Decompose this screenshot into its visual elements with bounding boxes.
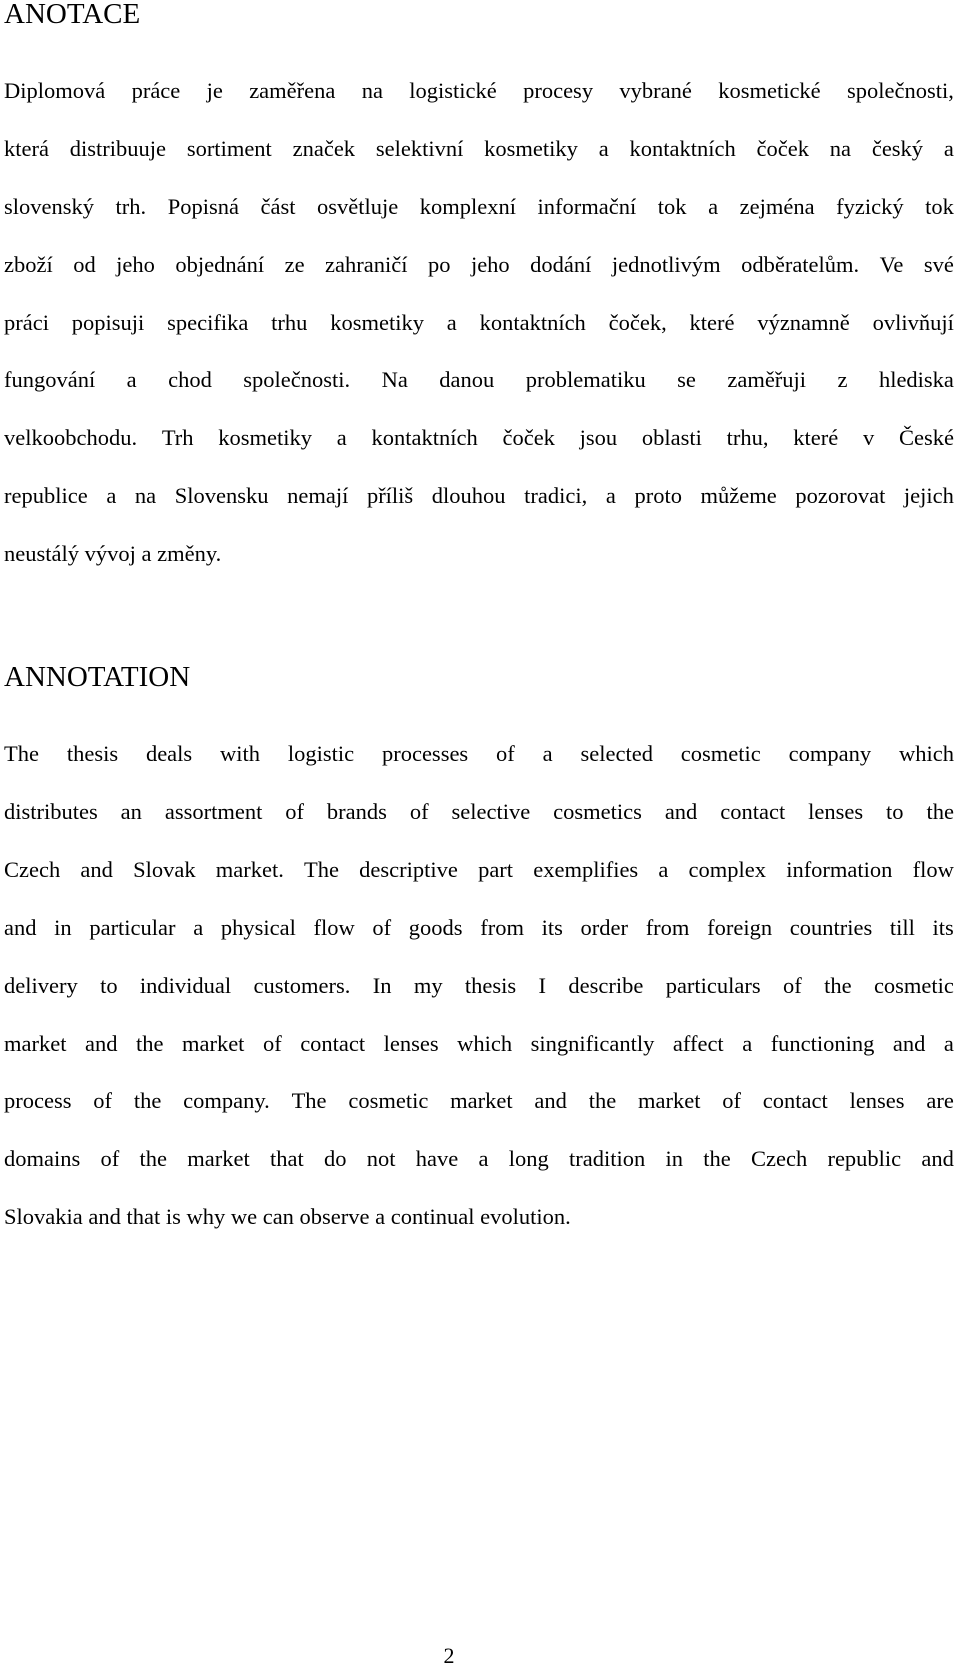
english-line bbox=[4, 801, 954, 824]
word: z bbox=[837, 367, 848, 392]
word: have bbox=[415, 1146, 459, 1171]
word: part bbox=[478, 857, 514, 882]
word: Popisná bbox=[167, 194, 239, 219]
word: I bbox=[538, 973, 547, 998]
word: and bbox=[4, 915, 37, 940]
word: In bbox=[372, 973, 392, 998]
word: the bbox=[926, 799, 954, 824]
word: Diplomová bbox=[4, 78, 106, 103]
word: sortiment bbox=[186, 136, 272, 161]
word: od bbox=[73, 252, 96, 277]
word: společnosti, bbox=[847, 78, 954, 103]
word: problematiku bbox=[525, 367, 646, 392]
word: physical bbox=[220, 915, 296, 940]
english-heading: ANNOTATION bbox=[4, 661, 191, 693]
word: specifika bbox=[167, 310, 249, 335]
word: a bbox=[658, 857, 669, 882]
word: distributes bbox=[4, 799, 98, 824]
word: jeho bbox=[470, 252, 510, 277]
word: Slovak bbox=[133, 857, 196, 882]
word: complex bbox=[688, 857, 767, 882]
word: slovenský bbox=[4, 194, 94, 219]
english-line bbox=[4, 743, 954, 766]
word: market bbox=[450, 1088, 513, 1113]
word: lenses bbox=[808, 799, 864, 824]
word: kontaktních bbox=[479, 310, 586, 335]
word: jsou bbox=[579, 425, 618, 450]
word: cosmetic bbox=[680, 741, 761, 766]
word: of bbox=[262, 1031, 282, 1056]
czech-line bbox=[4, 80, 954, 103]
czech-line bbox=[4, 138, 954, 161]
word: processes bbox=[381, 741, 469, 766]
word: The bbox=[4, 741, 39, 766]
word: komplexní bbox=[419, 194, 517, 219]
word: pozorovat bbox=[795, 483, 886, 508]
word: market bbox=[181, 1031, 245, 1056]
word: selektivní bbox=[375, 136, 464, 161]
word: danou bbox=[439, 367, 495, 392]
word: kontaktních bbox=[371, 425, 478, 450]
word: goods bbox=[408, 915, 463, 940]
word: které bbox=[689, 310, 735, 335]
word: deals bbox=[145, 741, 193, 766]
word: a bbox=[708, 194, 719, 219]
word: information bbox=[786, 857, 893, 882]
word: tok bbox=[925, 194, 954, 219]
word: a bbox=[106, 483, 117, 508]
word: foreign bbox=[707, 915, 773, 940]
word: fungování bbox=[4, 367, 96, 392]
word: from bbox=[480, 915, 524, 940]
word: market. bbox=[215, 857, 284, 882]
word: do bbox=[323, 1146, 347, 1171]
word: čoček, bbox=[608, 310, 667, 335]
word: and bbox=[892, 1031, 926, 1056]
word: a bbox=[943, 1031, 954, 1056]
english-line bbox=[4, 1148, 954, 1171]
word: contact bbox=[720, 799, 786, 824]
english-line: Slovakia and that is why we can observe a continual evolution. bbox=[4, 1204, 571, 1229]
word: describe bbox=[568, 973, 644, 998]
word: své bbox=[923, 252, 954, 277]
word: kosmetiky bbox=[218, 425, 313, 450]
word: významně bbox=[757, 310, 850, 335]
word: značek bbox=[292, 136, 356, 161]
word: které bbox=[793, 425, 839, 450]
word: the bbox=[133, 1088, 162, 1113]
english-line bbox=[4, 975, 954, 998]
word: exemplifies bbox=[533, 857, 639, 882]
word: trhu, bbox=[726, 425, 769, 450]
word: čoček bbox=[756, 136, 809, 161]
word: a bbox=[598, 136, 609, 161]
word: práce bbox=[131, 78, 181, 103]
word: countries bbox=[789, 915, 873, 940]
word: of bbox=[93, 1088, 113, 1113]
word: na bbox=[829, 136, 852, 161]
word: společnosti. bbox=[243, 367, 351, 392]
word: republic bbox=[827, 1146, 902, 1171]
word: a bbox=[478, 1146, 489, 1171]
word: individual bbox=[139, 973, 232, 998]
word: the bbox=[135, 1031, 164, 1056]
english-line bbox=[4, 859, 954, 882]
word: po bbox=[427, 252, 451, 277]
word: and bbox=[921, 1146, 954, 1171]
word: informační bbox=[537, 194, 637, 219]
word: cosmetic bbox=[348, 1088, 429, 1113]
word: objednání bbox=[175, 252, 265, 277]
word: na bbox=[134, 483, 157, 508]
word: company. bbox=[183, 1088, 270, 1113]
word: hlediska bbox=[878, 367, 954, 392]
word: order bbox=[580, 915, 629, 940]
word: se bbox=[677, 367, 696, 392]
word: zboží bbox=[4, 252, 53, 277]
word: and bbox=[84, 1031, 118, 1056]
word: vybrané bbox=[619, 78, 692, 103]
word: in bbox=[665, 1146, 683, 1171]
word: with bbox=[220, 741, 261, 766]
word: lenses bbox=[383, 1031, 439, 1056]
word: Na bbox=[381, 367, 408, 392]
word: zaměřena bbox=[249, 78, 336, 103]
word: a bbox=[446, 310, 457, 335]
word: jeho bbox=[116, 252, 155, 277]
word: customers. bbox=[253, 973, 351, 998]
word: of bbox=[372, 915, 392, 940]
word: domains bbox=[4, 1146, 81, 1171]
czech-line bbox=[4, 369, 954, 392]
english-line bbox=[4, 1090, 954, 1113]
word: particulars bbox=[665, 973, 761, 998]
word: České bbox=[898, 425, 954, 450]
word: trh. bbox=[115, 194, 147, 219]
word: popisuji bbox=[71, 310, 145, 335]
word: affect bbox=[672, 1031, 724, 1056]
word: selected bbox=[580, 741, 653, 766]
word: a bbox=[605, 483, 616, 508]
word: its bbox=[932, 915, 954, 940]
word: kosmetiky bbox=[484, 136, 578, 161]
word: thesis bbox=[464, 973, 517, 998]
word: kontaktních bbox=[629, 136, 736, 161]
word: Czech bbox=[750, 1146, 808, 1171]
word: contact bbox=[300, 1031, 366, 1056]
word: till bbox=[889, 915, 915, 940]
word: The bbox=[291, 1088, 327, 1113]
word: a bbox=[742, 1031, 753, 1056]
word: my bbox=[413, 973, 443, 998]
word: flow bbox=[912, 857, 954, 882]
word: fyzický bbox=[836, 194, 904, 219]
word: particular bbox=[89, 915, 176, 940]
czech-line bbox=[4, 485, 954, 508]
word: to bbox=[886, 799, 904, 824]
word: oblasti bbox=[641, 425, 702, 450]
word: dodání bbox=[530, 252, 592, 277]
word: kosmetiky bbox=[330, 310, 424, 335]
word: which bbox=[457, 1031, 513, 1056]
word: Slovensku bbox=[174, 483, 269, 508]
word: not bbox=[366, 1146, 396, 1171]
word: práci bbox=[4, 310, 49, 335]
english-line bbox=[4, 1033, 954, 1056]
word: to bbox=[100, 973, 118, 998]
word: cosmetics bbox=[553, 799, 642, 824]
word: český bbox=[871, 136, 924, 161]
word: an bbox=[120, 799, 142, 824]
word: nemají bbox=[287, 483, 349, 508]
word: contact bbox=[762, 1088, 828, 1113]
word: procesy bbox=[523, 78, 594, 103]
word: that bbox=[269, 1146, 304, 1171]
word: trhu bbox=[271, 310, 308, 335]
czech-heading: ANOTACE bbox=[4, 0, 141, 30]
word: chod bbox=[168, 367, 212, 392]
word: v bbox=[862, 425, 875, 450]
word: market bbox=[637, 1088, 701, 1113]
word: ovlivňují bbox=[872, 310, 954, 335]
word: a bbox=[126, 367, 137, 392]
word: odběratelům. bbox=[741, 252, 860, 277]
word: Trh bbox=[161, 425, 194, 450]
word: část bbox=[260, 194, 296, 219]
english-line bbox=[4, 917, 954, 940]
word: Czech bbox=[4, 857, 61, 882]
word: příliš bbox=[366, 483, 414, 508]
word: functioning bbox=[770, 1031, 875, 1056]
word: from bbox=[645, 915, 690, 940]
word: republice bbox=[4, 483, 88, 508]
word: descriptive bbox=[359, 857, 458, 882]
word: čoček bbox=[502, 425, 555, 450]
word: kosmetické bbox=[718, 78, 821, 103]
czech-line bbox=[4, 196, 954, 219]
word: and bbox=[664, 799, 698, 824]
word: a bbox=[542, 741, 553, 766]
word: singnificantly bbox=[530, 1031, 655, 1056]
word: osvětluje bbox=[317, 194, 399, 219]
czech-line bbox=[4, 254, 954, 277]
word: jejich bbox=[903, 483, 954, 508]
word: zejména bbox=[739, 194, 815, 219]
word: která bbox=[4, 136, 49, 161]
word: of bbox=[496, 741, 515, 766]
page-number: 2 bbox=[443, 1643, 455, 1668]
word: assortment bbox=[164, 799, 263, 824]
word: dlouhou bbox=[431, 483, 506, 508]
word: and bbox=[534, 1088, 567, 1113]
czech-line: neustálý vývoj a změny. bbox=[4, 541, 222, 566]
word: process bbox=[4, 1088, 72, 1113]
word: zahraničí bbox=[325, 252, 408, 277]
word: its bbox=[541, 915, 563, 940]
word: the bbox=[588, 1088, 617, 1113]
word: of bbox=[100, 1146, 120, 1171]
word: tradition bbox=[568, 1146, 646, 1171]
word: ze bbox=[284, 252, 305, 277]
word: in bbox=[54, 915, 72, 940]
word: tradici, bbox=[524, 483, 588, 508]
word: and bbox=[80, 857, 113, 882]
word: the bbox=[139, 1146, 167, 1171]
word: je bbox=[206, 78, 223, 103]
word: lenses bbox=[849, 1088, 905, 1113]
czech-line bbox=[4, 312, 954, 335]
word: the bbox=[824, 973, 852, 998]
word: logistické bbox=[409, 78, 497, 103]
word: of bbox=[783, 973, 802, 998]
word: logistic bbox=[287, 741, 355, 766]
word: flow bbox=[313, 915, 355, 940]
word: na bbox=[361, 78, 383, 103]
word: of bbox=[409, 799, 429, 824]
word: velkoobchodu. bbox=[4, 425, 138, 450]
word: proto bbox=[634, 483, 682, 508]
word: tok bbox=[657, 194, 687, 219]
word: market bbox=[187, 1146, 250, 1171]
word: are bbox=[926, 1088, 954, 1113]
word: jednotlivým bbox=[611, 252, 721, 277]
word: delivery bbox=[4, 973, 78, 998]
word: company bbox=[788, 741, 872, 766]
word: zaměřuji bbox=[727, 367, 807, 392]
word: The bbox=[304, 857, 339, 882]
word: thesis bbox=[66, 741, 119, 766]
word: a bbox=[336, 425, 347, 450]
word: market bbox=[4, 1031, 67, 1056]
word: můžeme bbox=[700, 483, 777, 508]
word: a bbox=[193, 915, 204, 940]
word: cosmetic bbox=[873, 973, 954, 998]
word: of bbox=[722, 1088, 741, 1113]
word: brands bbox=[326, 799, 387, 824]
czech-line bbox=[4, 427, 954, 450]
word: a bbox=[943, 136, 954, 161]
word: the bbox=[703, 1146, 731, 1171]
word: Ve bbox=[879, 252, 904, 277]
word: long bbox=[508, 1146, 549, 1171]
word: of bbox=[285, 799, 304, 824]
word: distribuuje bbox=[69, 136, 167, 161]
word: selective bbox=[451, 799, 531, 824]
word: which bbox=[898, 741, 954, 766]
